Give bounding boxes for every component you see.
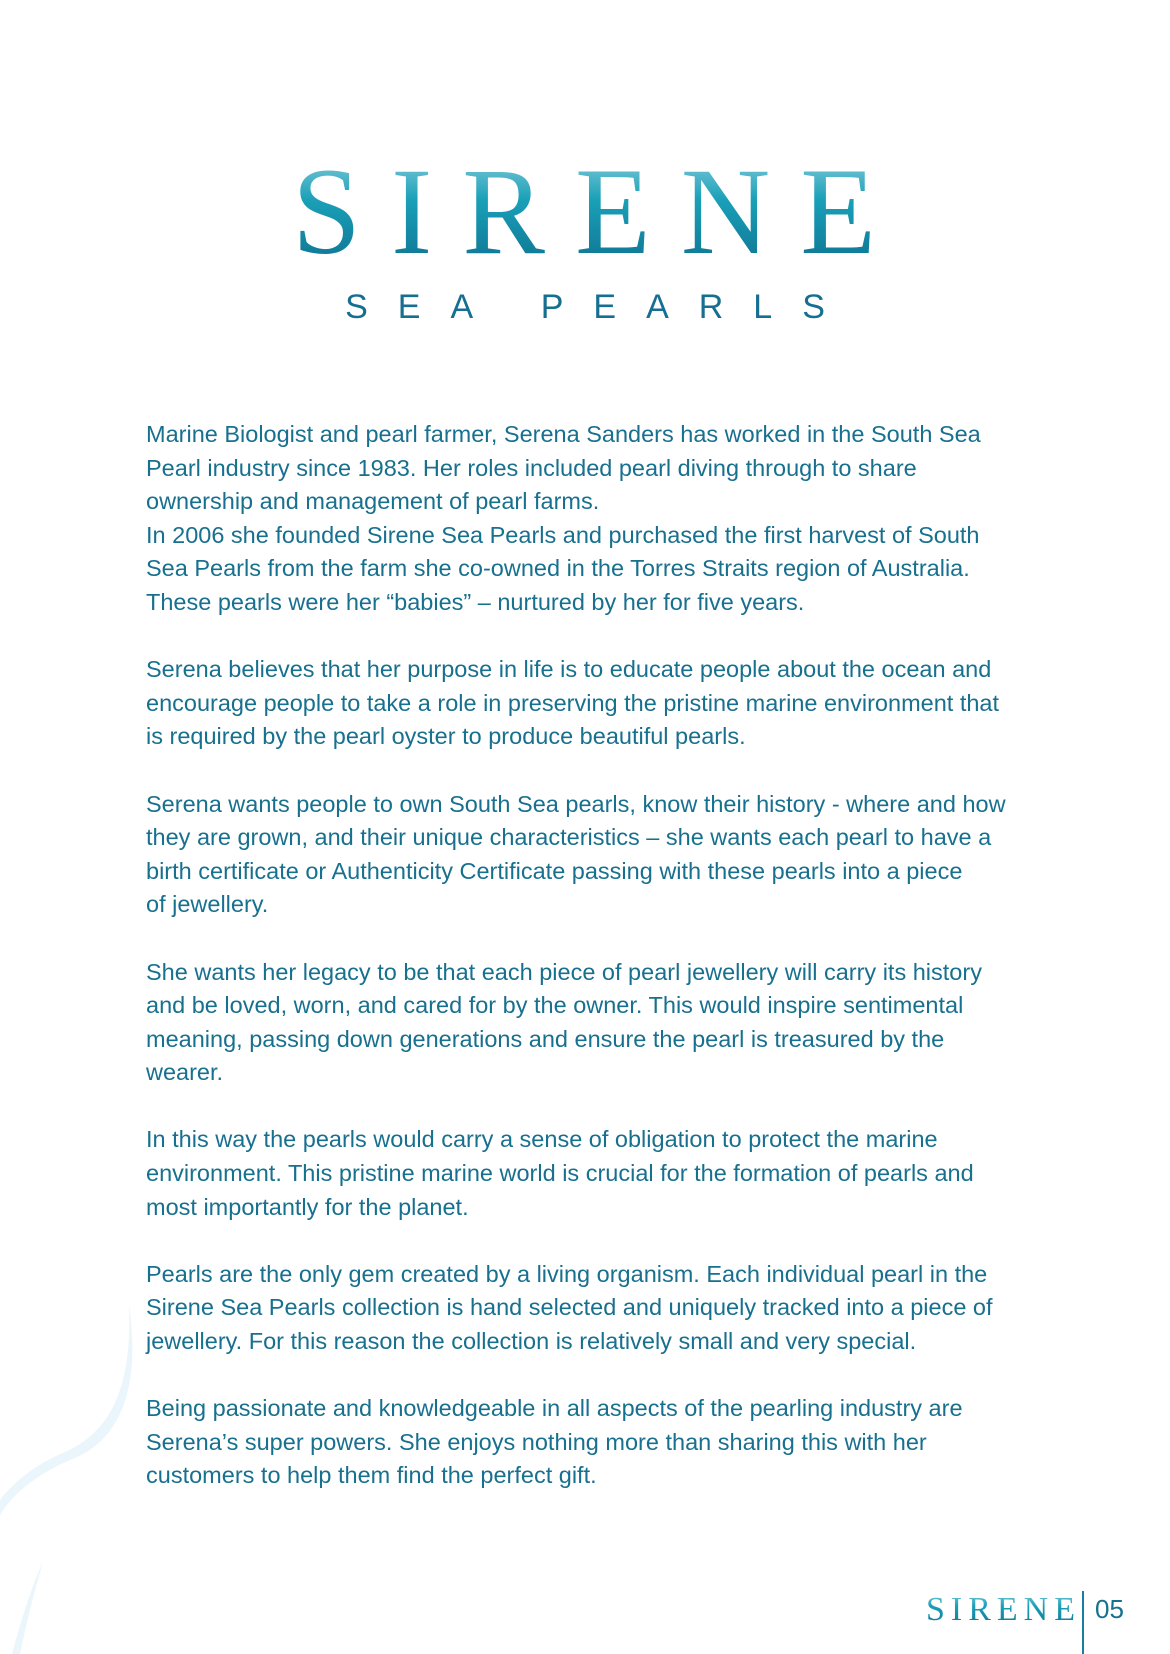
paragraph [146, 1123, 1006, 1224]
text-line: wearer. [146, 1059, 224, 1086]
text-line: of jewellery. [146, 891, 269, 918]
text-line: Sirene Sea Pearls collection is hand selected and uniquely tracked into a piece of [146, 1294, 993, 1321]
text-line: Pearl industry since 1983. Her roles included pearl diving through to share [146, 454, 917, 481]
text-line: In 2006 she founded Sirene Sea Pearls and purchased the first harvest of South [146, 521, 980, 548]
text-line: is required by the pearl oyster to produce beautiful pearls. [146, 723, 746, 750]
text-line: Pearls are the only gem created by a living organism. Each individual pearl in the [146, 1260, 988, 1287]
text-line: most importantly for the planet. [146, 1193, 469, 1220]
text-line: Serena’s super powers. She enjoys nothing more than sharing this with her [146, 1428, 927, 1455]
text-line: environment. This pristine marine world is crucial for the formation of pearls and [146, 1160, 974, 1187]
text-line: She wants her legacy to be that each piece of pearl jewellery will carry its history [146, 958, 982, 985]
footer-logo: SIRENE [926, 1591, 1081, 1628]
text-line: ownership and management of pearl farms. [146, 488, 600, 515]
paragraph [146, 788, 1006, 922]
body-text [146, 418, 1006, 1527]
text-line: they are grown, and their unique characteristics – she wants each pearl to have a [146, 824, 992, 851]
text-line: Serena wants people to own South Sea pearls, know their history - where and how [146, 790, 1006, 817]
text-line: meaning, passing down generations and ensure the pearl is treasured by the [146, 1025, 945, 1052]
text-line: Serena believes that her purpose in life is to educate people about the ocean and [146, 656, 992, 683]
text-line: and be loved, worn, and cared for by the owner. This would inspire sentimental [146, 992, 964, 1019]
footer-divider [1082, 1591, 1084, 1654]
paragraph [146, 418, 1006, 620]
text-line: Being passionate and knowledgeable in all aspects of the pearling industry are [146, 1395, 963, 1422]
paragraph [146, 956, 1006, 1090]
text-line: birth certificate or Authenticity Certificate passing with these pearls into a piece [146, 857, 963, 884]
paragraph [146, 1392, 1006, 1493]
text-line: encourage people to take a role in preserving the pristine marine environment that [146, 689, 1000, 716]
text-line: These pearls were her “babies” – nurtured by her for five years. [146, 588, 805, 615]
text-line: customers to help them find the perfect gift. [146, 1462, 597, 1489]
paragraph [146, 1258, 1006, 1359]
brand-tagline: SEA PEARLS [345, 288, 855, 326]
text-line: jewellery. For this reason the collection is relatively small and very special. [146, 1328, 917, 1355]
text-line: Sea Pearls from the farm she co-owned in the Torres Straits region of Australia. [146, 555, 970, 582]
text-line: Marine Biologist and pearl farmer, Serena Sanders has worked in the South Sea [146, 421, 981, 447]
text-line: In this way the pearls would carry a sense of obligation to protect the marine [146, 1126, 938, 1153]
page-number: 05 [1095, 1594, 1124, 1624]
brand-logo: SIRENE [0, 150, 1170, 274]
paragraph [146, 653, 1006, 754]
